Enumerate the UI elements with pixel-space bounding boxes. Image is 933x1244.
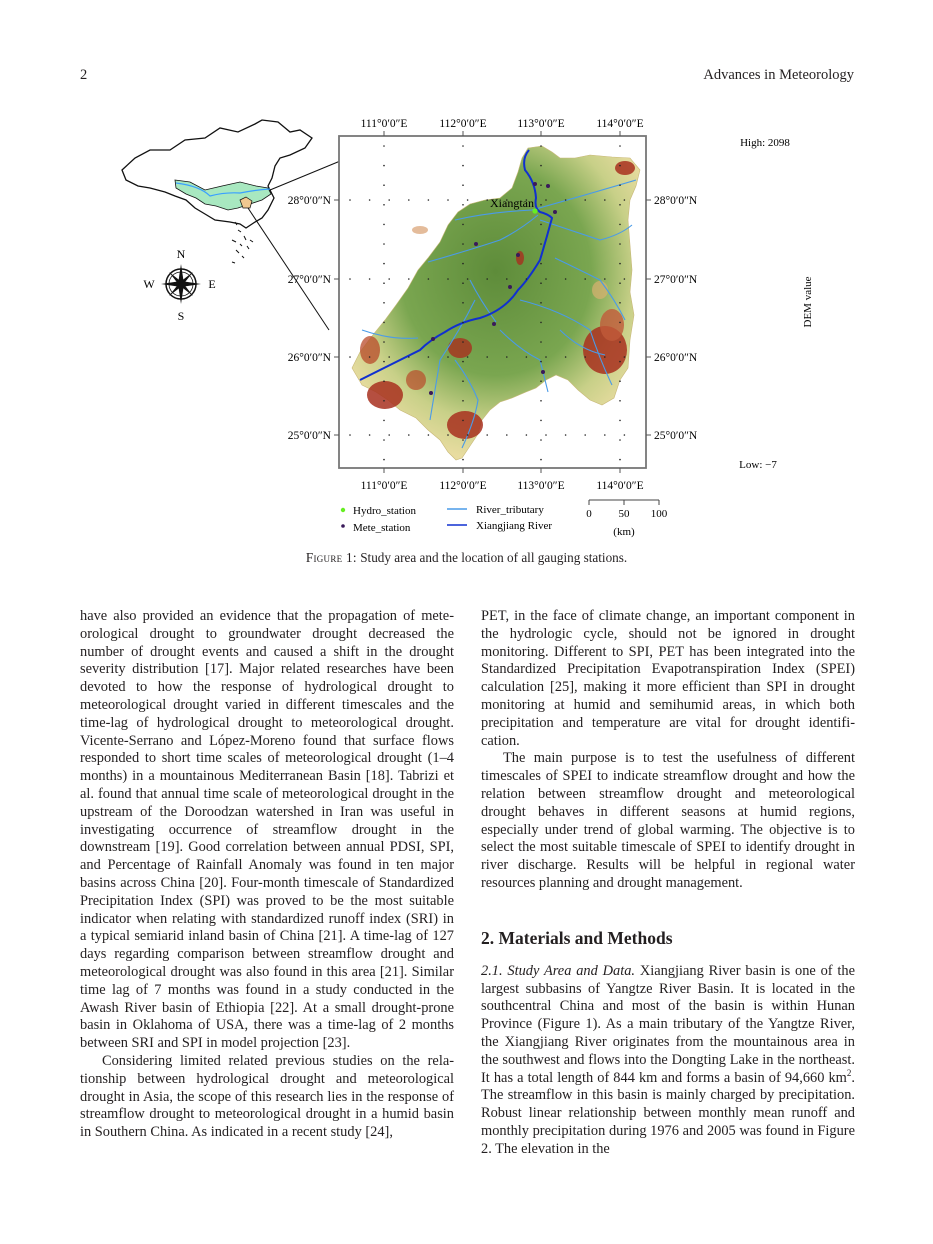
paragraph: have also provided an evidence that the propagation of mete-orological drought to groundwater drought decreased the number of drought events and caused a shift in the drought severity distribution [17]. Major related researches have been devoted to how the response of hydrological drought to meteorological drought varied in different timescales and the time-lag of hydrological drought to meteorological drought. Vicente-Serrano and López-Moreno found that surface flows responded to short time scales of meteorological drought (1–4 months) in a mountainous Mediterranean Basin [18]. Tabrizi et al. found that annual time scale of meteorological drought in the upstream of the Doroodzan watershed in Iran was useful in investigating occurrence of streamflow drought in the downstream [19]. Good correlation between annual PDSI, SPI, and Percentage of Rainfall Anomaly was found in ten major basins across China [20]. Four-month timescale of Standardized Precipitation Index (SPI) was proved to be the most suitable indicator when relating with standardized runoff index (SRI) in a typical semiarid inland basin of China [21]. A time-lag of 127 days regarding comparison between streamflow drought and meteorological drought was also found in this area [21]. Similar time lag of 7 months was found in a study conducted in the Awash River basin of Ethiopia [22]. At a small drought-prone basin in Oklahoma of USA, there was a time-lag of 2 months between SRI and SPI in model projection [23]. (80, 608, 454, 1052)
lat-label-left: 25°0′0″N (287, 430, 331, 442)
left-column (80, 608, 454, 1142)
lon-label-top: 113°0′0″E (517, 118, 565, 130)
figure-1 (0, 0, 933, 600)
compass-e: E (208, 277, 216, 291)
lat-label-right: 28°0′0″N (654, 195, 698, 207)
subsection-title: 2.1. Study Area and Data. (481, 962, 635, 979)
compass-n: N (176, 247, 186, 261)
lat-label-right: 25°0′0″N (654, 430, 698, 442)
subsection-text-cont: . The streamflow in this basin is mainly charged by precipitation. Robust linear relationship between monthly mean runoff and monthly precipitation during 1976 and 2005 was found in Figure 2. The elevation in the (481, 1069, 855, 1157)
scale-bar (589, 500, 659, 505)
lon-label-bottom: 112°0′0″E (439, 480, 487, 492)
dem-axis-label: DEM value (802, 276, 814, 328)
scale-tick-0: 0 (586, 508, 592, 520)
section-heading: 2. Materials and Methods (481, 927, 673, 948)
compass-w: W (143, 277, 155, 291)
lat-label-right: 26°0′0″N (654, 352, 698, 364)
paragraph: Considering limited related previous studies on the rela-tionship between hydrological drought and meteorological drought in Asia, the scope of this research lies in the response of streamflow drought to meteorological drought in a humid basin in Southern China. As indicated in a recent study [24], (80, 1052, 454, 1141)
hydro-station-legend-icon (341, 508, 345, 512)
right-column (481, 608, 855, 1159)
dem-high-label: High: 2098 (740, 137, 790, 149)
dem-low-label: Low: −7 (739, 459, 777, 471)
legend-river-tributary: River_tributary (476, 504, 544, 516)
figure-caption (0, 550, 933, 566)
lon-label-top: 112°0′0″E (439, 118, 487, 130)
lon-label-top: 111°0′0″E (360, 118, 408, 130)
china-inset-map (122, 120, 362, 330)
lat-label-left: 27°0′0″N (287, 274, 331, 286)
scale-tick-100: 100 (650, 508, 668, 520)
mete-station-legend-icon (341, 524, 345, 528)
lat-label-right: 27°0′0″N (654, 274, 698, 286)
compass-s: S (177, 309, 185, 323)
legend-xiangjiang-river: Xiangjiang River (476, 520, 553, 532)
paragraph: PET, in the face of climate change, an important component in the hydrologic cycle, should not be ignored in drought monitoring. Different to SPI, PET has been integrated into the Standardized Precipitation Evapotranspiration Index (SPEI) calculation [25], making it more efficient than SPI in drought monitoring at humid and semihumid areas, in which both precipitation and temperature are vital for drought identifi-cation. (481, 608, 855, 749)
journal-title: Advances in Meteorology (703, 67, 854, 83)
paragraph-study-area (481, 963, 855, 1159)
scale-tick-50: 50 (618, 508, 630, 520)
lat-label-left: 28°0′0″N (287, 195, 331, 207)
figure-caption-label: Figure 1: (305, 550, 357, 565)
lon-label-bottom: 113°0′0″E (517, 480, 565, 492)
lon-label-top: 114°0′0″E (596, 118, 644, 130)
lon-label-bottom: 111°0′0″E (360, 480, 408, 492)
subsection-text: Xiangjiang River basin is one of the largest subbasins of Yangtze River Basin. It is located in the southcentral China and most of the basin is within Hunan Province (Figure 1). As a main tributary of the Yangtze River, the Xiangjiang River originates from the mountainous area in the southwest and flows into the Dongting Lake in the northeast. It has a total length of 844 km and forms a basin of 94,660 km (481, 962, 855, 1086)
paragraph: The main purpose is to test the usefulness of different timescales of SPEI to indicate streamflow drought and how the relation between streamflow drought and meteorological drought behaves in different seasons at humid regions, especially under trend of global warming. The objective is to select the most suitable timescale of SPEI to identify drought in river discharge. Results will be helpful in regional water resources planning and drought management. (481, 750, 855, 891)
compass-rose-icon (161, 264, 201, 304)
map-legend (341, 504, 553, 534)
page-number: 2 (80, 67, 88, 83)
superscript: 2 (846, 1067, 852, 1078)
city-label-xiangtan: Xiangtan (490, 196, 534, 210)
lat-label-left: 26°0′0″N (287, 352, 331, 364)
figure-caption-text: Study area and the location of all gauging stations. (356, 550, 628, 565)
legend-hydro-station: Hydro_station (353, 505, 416, 517)
scale-unit: (km) (613, 526, 635, 538)
lon-label-bottom: 114°0′0″E (596, 480, 644, 492)
legend-mete-station: Mete_station (353, 522, 411, 534)
